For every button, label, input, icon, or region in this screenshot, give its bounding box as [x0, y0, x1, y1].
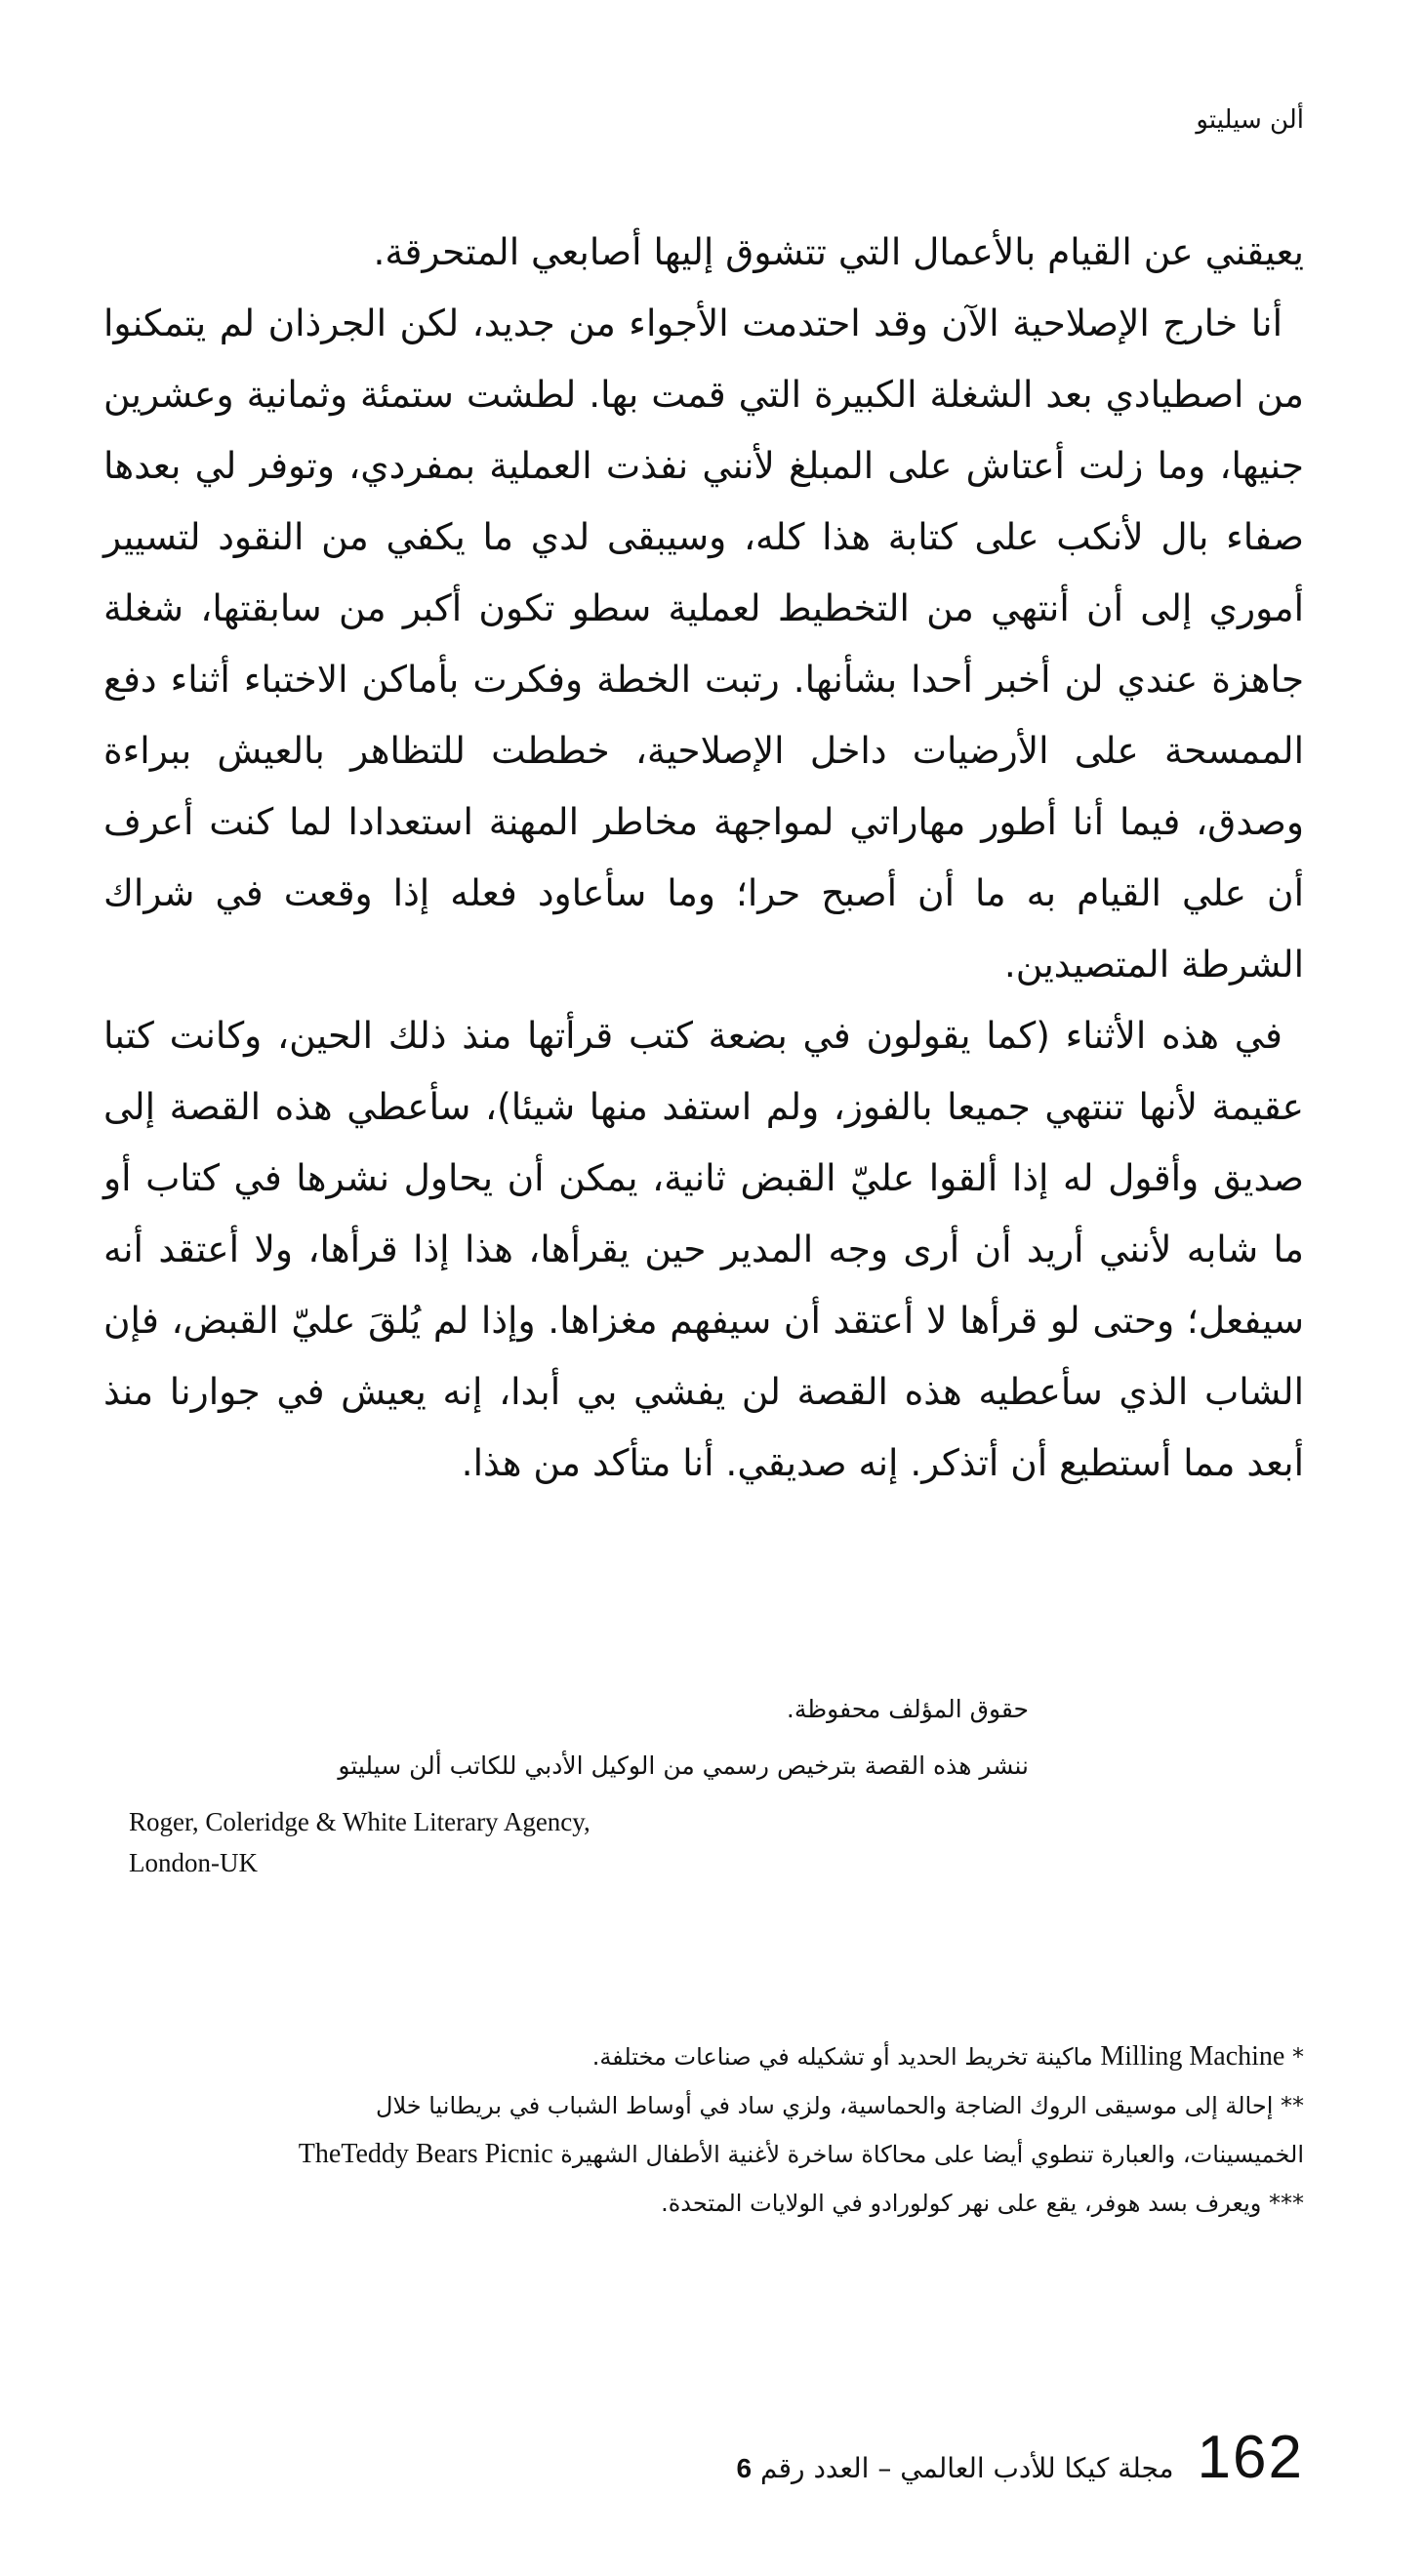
- footnote-1-marker: *: [1292, 2043, 1304, 2071]
- footnote-2-text: إحالة إلى موسيقى الروك الضاجة والحماسية، ولزي ساد في أوساط الشباب في بريطانيا خلال الخميسينات، والعبارة تنطوي أيضا على محاكاة ساخرة لأغنية الأطفال الشهيرة: [376, 2092, 1304, 2168]
- paragraph-3: في هذه الأثناء (كما يقولون في بضعة كتب قرأتها منذ ذلك الحين، وكانت كتبا عقيمة لأنها تنتهي جميعا بالفوز، ولم استفد منها شيئا)، سأعطي هذه القصة إلى صديق وأقول له إذا ألقوا عليّ القبض ثانية، يمكن أن يحاول نشرها في كتاب أو ما شابه لأنني أريد أن أرى وجه المدير حين يقرأها، هذا إذا قرأها، ولا أعتقد أنه سيفعل؛ وحتى لو قرأها لا أعتقد أن سيفهم مغزاها. وإذا لم يُلقَ عليّ القبض، فإن الشاب الذي سأعطيه هذه القصة لن يفشي بي أبدا، إنه يعيش في جوارنا منذ أبعد مما أستطيع أن أتذكر. إنه صديقي. أنا متأكد من هذا.: [103, 1014, 1304, 1484]
- page-number: 162: [1197, 2424, 1304, 2491]
- journal-issue-number: 6: [736, 2453, 753, 2483]
- running-header-author: ألن سيليتو: [1196, 105, 1304, 135]
- footnote-3-marker: ***: [1269, 2190, 1304, 2217]
- copyright-line-1: حقوق المؤلف محفوظة.: [786, 1695, 1029, 1723]
- copyright-line-2: ننشر هذه القصة بترخيص رسمي من الوكيل الأدبي للكاتب ألن سيليتو: [338, 1751, 1029, 1780]
- footnote-2: [269, 2081, 1304, 2179]
- footnote-1: [269, 2033, 1304, 2081]
- page-footer: [737, 2423, 1304, 2492]
- footnote-3-text: ويعرف بسد هوفر، يقع على نهر كولورادو في الولايات المتحدة.: [661, 2190, 1262, 2217]
- agency-location: London-UK: [129, 1848, 258, 1877]
- footnote-2-term: TheTeddy Bears Picnic: [298, 2139, 553, 2169]
- paragraph-2: أنا خارج الإصلاحية الآن وقد احتدمت الأجواء من جديد، لكن الجرذان لم يتمكنوا من اصطيادي بعد الشغلة الكبيرة التي قمت بها. لطشت ستمئة وثمانية وعشرين جنيها، وما زلت أعتاش على المبلغ لأنني نفذت العملية بمفردي، وتوفر لي بعدها صفاء بال لأنكب على كتابة هذا كله، وسيبقى لدي ما يكفي من النقود لتسيير أموري إلى أن أنتهي من التخطيط لعملية سطو تكون أكبر من سابقتها، شغلة جاهزة عندي لن أخبر أحدا بشأنها. رتبت الخطة وفكرت بأماكن الاختباء أثناء دفع الممسحة على الأرضيات داخل الإصلاحية، خططت للتظاهر بالعيش ببراءة وصدق، فيما أنا أطور مهاراتي لمواجهة مخاطر المهنة استعدادا لما كنت أعرف أن علي القيام به ما أن أصبح حرا؛ وما سأعاود فعله إذا وقعت في شراك الشرطة المتصيدين.: [103, 302, 1304, 986]
- footnotes: [269, 2033, 1304, 2228]
- story-body: [103, 217, 1304, 1499]
- literary-agency: [129, 1801, 812, 1883]
- paragraph-1: يعيقني عن القيام بالأعمال التي تتشوق إليها أصابعي المتحرقة.: [373, 230, 1304, 273]
- agency-name: Roger, Coleridge & White Literary Agency,: [129, 1807, 590, 1836]
- footnote-3: [269, 2179, 1304, 2228]
- footnote-1-term: Milling Machine: [1100, 2041, 1285, 2072]
- copyright-notice: [53, 1681, 1029, 1794]
- journal-title-text: مجلة كيكا للأدب العالمي – العدد رقم: [760, 2452, 1174, 2484]
- footnote-2-marker: **: [1281, 2092, 1304, 2119]
- journal-title: [737, 2452, 1174, 2484]
- footnote-1-text: ماكينة تخريط الحديد أو تشكيله في صناعات مختلفة.: [591, 2043, 1093, 2071]
